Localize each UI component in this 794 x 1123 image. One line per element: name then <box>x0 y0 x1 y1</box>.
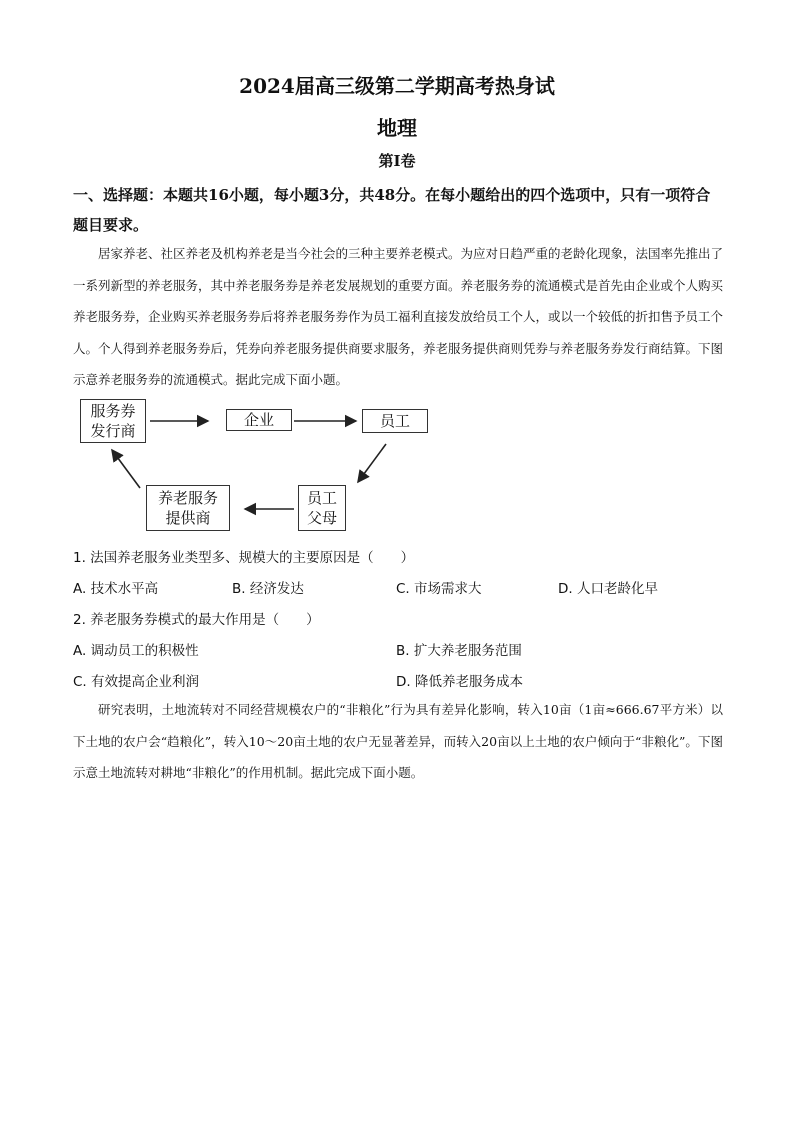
question-1-option-d[interactable]: D. 人口老龄化早 <box>558 581 658 597</box>
provider-line-1: 养老服务 <box>157 489 218 507</box>
exam-title: 2024届高三级第二学期高考热身试 <box>239 74 555 98</box>
question-2-option-c[interactable]: C. 有效提高企业利润 <box>73 674 200 690</box>
question-1-option-b[interactable]: B. 经济发达 <box>232 581 304 597</box>
passage-1: 居家养老、社区养老及机构养老是当今社会的三种主要养老模式。为应对日趋严重的老龄化现象，法国率先推出了一系列新型的养老服务，其中养老服务券是养老发展规划的重要方面。养老服务券的流通模式是首先由企业或个人购买养老服务券，企业购买养老服务券后将养老服务券作为员工福利直接发放给员工个人，或以一个较低的折扣售予员工个人。个人得到养老服务券后，凭券向养老服务提供商要求服务，养老服务提供商则凭券与养老服务券发行商结算。下图示意养老服务券的流通模式。据此完成下面小题。 <box>73 246 724 387</box>
box-employee: 员工 <box>362 409 428 433</box>
parents-line-2: 父母 <box>306 509 337 527</box>
volume-label: 第Ⅰ卷 <box>378 152 416 170</box>
issuer-line-1: 服务券 <box>90 402 136 420</box>
flow-diagram <box>90 396 440 536</box>
box-voucher-issuer <box>80 399 146 443</box>
question-2-option-b[interactable]: B. 扩大养老服务范围 <box>396 643 522 659</box>
question-1-stem: 1. 法国养老服务业类型多、规模大的主要原因是（ ） <box>73 550 415 566</box>
section-heading: 一、选择题：本题共16小题，每小题3分，共48分。在每小题给出的四个选项中，只有一项符合题目要求。 <box>73 186 711 234</box>
parents-line-1: 员工 <box>306 489 337 507</box>
question-2-option-d[interactable]: D. 降低养老服务成本 <box>396 674 523 690</box>
question-1-option-a[interactable]: A. 技术水平高 <box>73 581 159 597</box>
passage-2: 研究表明，土地流转对不同经营规模农户的“非粮化”行为具有差异化影响，转入10亩（1亩≈666.67平方米）以下土地的农户会“趋粮化”，转入10～20亩土地的农户无显著差异，而转入20亩以上土地的农户倾向于“非粮化”。下图示意土地流转对耕地“非粮化”的作用机制。据此完成下面小题。 <box>73 702 723 780</box>
question-1-option-c[interactable]: C. 市场需求大 <box>396 581 482 597</box>
subject-title: 地理 <box>377 116 417 140</box>
box-enterprise: 企业 <box>226 409 292 431</box>
provider-line-2: 提供商 <box>165 509 211 527</box>
issuer-line-2: 发行商 <box>90 422 136 440</box>
box-employee-parents <box>298 485 346 531</box>
arrow-employee-to-parents <box>358 444 386 482</box>
question-2-option-a[interactable]: A. 调动员工的积极性 <box>73 643 199 659</box>
question-2-stem: 2. 养老服务券模式的最大作用是（ ） <box>73 612 320 628</box>
arrow-provider-to-issuer <box>112 450 140 488</box>
box-service-provider <box>146 485 230 531</box>
